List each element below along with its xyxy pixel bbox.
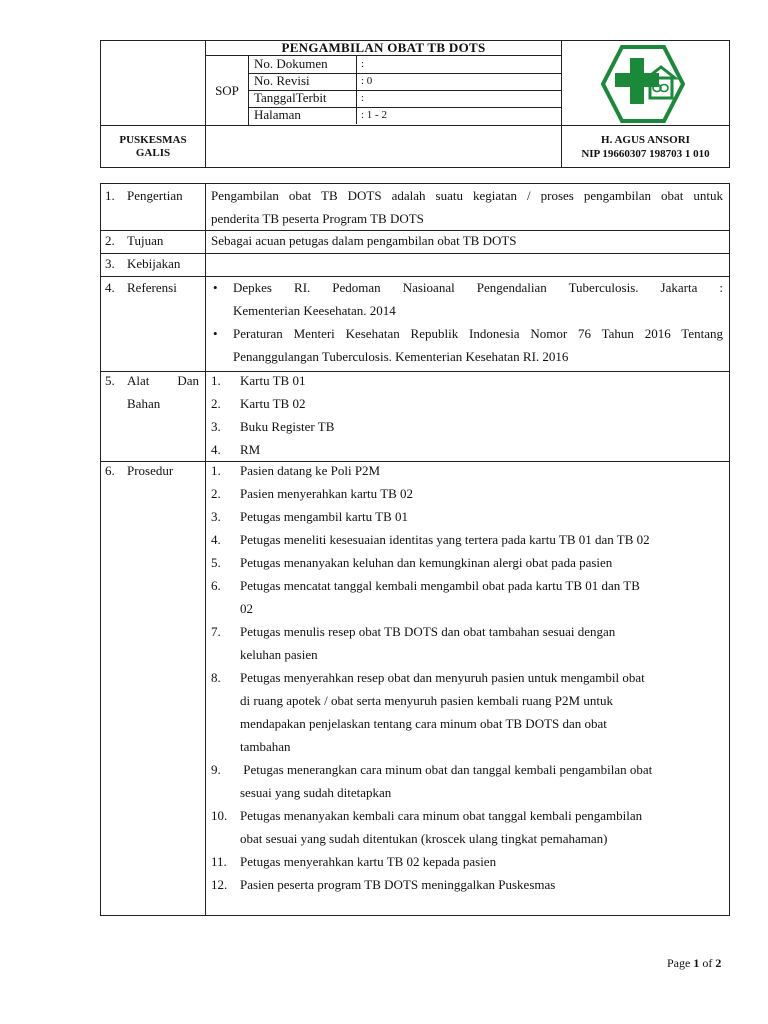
list-item	[211, 482, 723, 505]
header-row-revisi	[249, 73, 561, 91]
header-row-value: : 1 - 2	[361, 109, 387, 121]
list-item-text: Petugas menanyakan keluhan dan kemungkinan alergi obat pada pasien	[240, 555, 613, 570]
list-number: 2.	[211, 396, 221, 411]
list-item	[211, 850, 723, 873]
bullet-icon: •	[213, 280, 218, 295]
list-item-text: Pasien peserta program TB DOTS meninggalkan Puskesmas	[240, 877, 556, 892]
list-item-text: mendapakan penjelaskan tentang cara minum obat TB DOTS dan obat	[240, 716, 607, 731]
page-number: Page 1 of 2	[667, 956, 722, 970]
header-row-label: No. Dokumen	[254, 56, 328, 71]
list-item	[211, 392, 723, 415]
header-row-label: No. Revisi	[254, 73, 310, 88]
list-number: 1.	[211, 463, 221, 478]
list-number: 6.	[211, 578, 221, 593]
section-text-tujuan: Sebagai acuan petugas dalam pengambilan obat TB DOTS	[211, 233, 517, 248]
list-item-text: Petugas mengambil kartu TB 01	[240, 509, 409, 524]
list-item	[211, 804, 723, 850]
column-divider	[205, 184, 206, 915]
list-number: 3.	[211, 419, 221, 434]
bullet-icon: •	[213, 326, 218, 341]
list-item-text: keluhan pasien	[240, 647, 318, 662]
list-number: 7.	[211, 624, 221, 639]
list-item	[211, 505, 723, 528]
section-text-alat	[211, 369, 723, 461]
list-item	[211, 369, 723, 392]
list-item	[211, 459, 723, 482]
list-item-text: Petugas mencatat tanggal kembali mengambil obat pada kartu TB 01 dan TB	[240, 578, 640, 593]
puskesmas-name: PUSKESMAS GALIS	[119, 133, 187, 159]
row-divider	[101, 253, 729, 254]
list-item	[211, 666, 723, 758]
document-header	[100, 40, 730, 168]
header-row-tanggal	[249, 90, 561, 108]
list-number: 5.	[211, 555, 221, 570]
list-item-text: Petugas menerangkan cara minum obat dan tanggal kembali pengambilan obat	[240, 762, 653, 777]
list-item	[211, 415, 723, 438]
header-row-value: : 0	[361, 75, 373, 87]
header-row-label: TanggalTerbit	[254, 90, 327, 105]
list-item-text: Petugas menanyakan kembali cara minum obat tanggal kembali pengambilan	[240, 808, 643, 823]
list-item-text: tambahan	[240, 739, 291, 754]
list-number: 4.	[211, 532, 221, 547]
list-item: • Peraturan Menteri Kesehatan Republik Indonesia Nomor 76 Tahun 2016 Tentang Penanggulangan Tuberculosis. Kementerian Kesehatan RI. 2016	[211, 322, 723, 368]
list-item: • Depkes RI. Pedoman Nasioanal Pengendalian Tuberculosis. Jakarta : Kementerian Keesehatan. 2014	[211, 276, 723, 322]
list-item	[211, 438, 723, 461]
section-text-pengertian: Pengambilan obat TB DOTS adalah suatu kegiatan / proses pengambilan obat untuk penderita TB peserta Program TB DOTS	[211, 188, 723, 226]
list-number: 2.	[211, 486, 221, 501]
sop-label: SOP	[206, 56, 249, 125]
list-item	[211, 620, 723, 666]
list-item-text: Pasien menyerahkan kartu TB 02	[240, 486, 414, 501]
list-item	[211, 574, 723, 620]
list-number: 1.	[211, 373, 221, 388]
list-item	[211, 551, 723, 574]
header-row-value: :	[361, 58, 365, 70]
list-item-text: Petugas menulis resep obat TB DOTS dan obat tambahan sesuai dengan	[240, 624, 616, 639]
list-item-text: di ruang apotek / obat serta menyuruh pasien kembali ruang P2M untuk	[240, 693, 613, 708]
header-row-dokumen	[249, 56, 561, 74]
list-item-text: Kartu TB 02	[240, 396, 306, 411]
list-number: 9.	[211, 762, 221, 777]
list-item-text: 02	[240, 601, 253, 616]
head-of-puskesmas	[562, 126, 729, 167]
header-row-value: :	[361, 92, 365, 104]
list-number: 12.	[211, 877, 228, 892]
list-item-text: Buku Register TB	[240, 419, 335, 434]
header-row-label: Halaman	[254, 107, 301, 122]
list-item-text: Petugas menyerahkan kartu TB 02 kepada pasien	[240, 854, 497, 869]
list-item	[211, 758, 723, 804]
list-item	[211, 528, 723, 551]
sop-content-table: 1. Pengertian Pengambilan obat TB DOTS adalah suatu kegiatan / proses pengambilan obat untuk penderita TB peserta Program TB DOTS 2. Tujuan Sebagai acuan petugas dalam pengambilan obat TB DOTS 3. Kebijakan 4. Referensi • Depkes RI. Pedoman Nasioanal Pengendalian Tuberculosis. Jakarta : Kementerian Keesehatan. 2014 • Peraturan Menteri Kesehatan Republik Indonesia Nomor 76 Tahun 2016 Tentang Penanggulangan Tuberculosis. Kementerian Kesehatan RI. 2016 5. Alat Dan Bahan 1. Kartu TB 01 2. Kartu TB 02 3. Buku Register TB 4. RM 6. Prosedur 1. Pasien datang ke Poli P2M 2. Pasien menyerahkan kartu TB 02 3. Petugas mengambil kartu TB 01 4. Petugas meneliti kesesuaian identitas yang tertera pada kartu TB 01 dan TB 02 5. Petugas menanyakan keluhan dan kemungkinan alergi obat pada pasien 6. Petugas mencatat tanggal kembali mengambil obat pada kartu TB 01 dan TB 02 7. Petugas menulis resep obat TB DOTS dan obat tambahan sesuai dengan keluhan pasien 8. Petugas menyerahkan resep obat dan menyuruh pasien untuk mengambil obat di ruang apotek / obat serta menyuruh pasien kembali ruang P2M untuk mendapakan penjelaskan tentang cara minum obat TB DOTS dan obat tambahan 9. Petugas menerangkan cara minum obat dan tanggal kembali pengambilan obat sesuai yang sudah ditetapkan 10. Petugas menanyakan kembali cara minum obat tanggal kembali pengambilan obat sesuai yang sudah ditentukan (kroscek ulang tingkat pemahaman) 11. Petugas menyerahkan kartu TB 02 kepada pasien 12. Pasien peserta program TB DOTS meninggalkan Puskesmas	[100, 183, 730, 916]
list-item-text: Kartu TB 01	[240, 373, 306, 388]
list-number: 10.	[211, 808, 228, 823]
list-item-text: Petugas meneliti kesesuaian identitas yang tertera pada kartu TB 01 dan TB 02	[240, 532, 650, 547]
section-text-prosedur	[211, 459, 723, 896]
list-item-text: sesuai yang sudah ditetapkan	[240, 785, 392, 800]
header-row-halaman	[249, 107, 561, 124]
head-nip: NIP 19660307 198703 1 010	[581, 147, 710, 160]
section-text-referensi	[211, 276, 723, 368]
list-item-text: Pasien datang ke Poli P2M	[240, 463, 381, 478]
list-number: 3.	[211, 509, 221, 524]
list-number: 4.	[211, 442, 221, 457]
list-item	[211, 873, 723, 896]
puskesmas-logo-icon	[601, 45, 685, 123]
list-item-text: Petugas menyerahkan resep obat dan menyuruh pasien untuk mengambil obat	[240, 670, 645, 685]
list-item-text: obat sesuai yang sudah ditentukan (kroscek ulang tingkat pemahaman)	[240, 831, 608, 846]
document-title: PENGAMBILAN OBAT TB DOTS	[206, 41, 561, 56]
head-name: H. AGUS ANSORI	[601, 133, 690, 146]
list-item-text: RM	[240, 442, 261, 457]
list-number: 11.	[211, 854, 227, 869]
list-number: 8.	[211, 670, 221, 685]
